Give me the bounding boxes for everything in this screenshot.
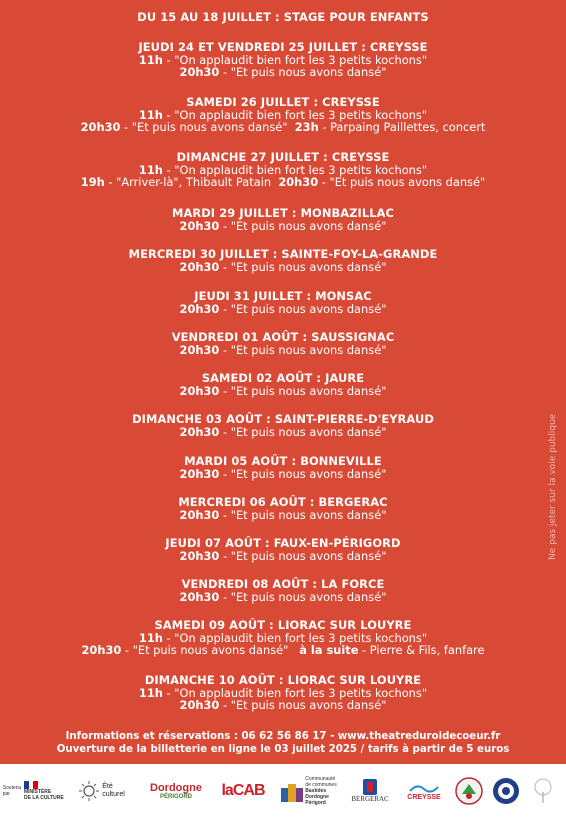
event-text: - "Et puis nous avons dansé" — [219, 590, 387, 604]
event-heading: VENDREDI 08 AOÛT : LA FORCE — [181, 577, 385, 591]
communaute-l4: Dordogne — [305, 794, 329, 800]
event-text: - "On applaudit bien fort les 3 petits kochons" — [162, 163, 428, 177]
ete-line1: Été — [102, 783, 113, 790]
event-line — [0, 261, 566, 273]
event-time: 11h — [138, 686, 163, 700]
bergerac-logo — [346, 774, 394, 808]
dordogne-word: Dordogne — [150, 782, 202, 794]
event-heading: JEUDI 31 JUILLET : MONSAC — [194, 289, 372, 303]
event-heading: DIMANCHE 27 JUILLET : CREYSSE — [176, 150, 390, 164]
event-time: 23h — [294, 120, 319, 134]
event-text: - "Et puis nous avons dansé" — [120, 120, 295, 134]
event-block — [0, 618, 566, 656]
event-text: - Pierre & Fils, fanfare — [358, 643, 485, 657]
event-line — [0, 220, 566, 232]
event-text: - "Et puis nous avons dansé" — [219, 425, 387, 439]
marianne-icon — [24, 781, 38, 789]
event-block — [0, 206, 566, 232]
event-block — [0, 247, 566, 273]
event-time: à la suite — [299, 643, 359, 657]
event-time: 20h30 — [179, 698, 220, 712]
event-text: - "Et puis nous avons dansé" — [219, 549, 387, 563]
event-text: - "Et puis nous avons dansé" — [219, 698, 387, 712]
event-line — [0, 426, 566, 438]
creysse-wave-icon — [409, 782, 439, 794]
communaute-logo — [276, 774, 342, 808]
event-heading: MARDI 29 JUILLET : MONBAZILLAC — [172, 206, 394, 220]
event-heading: MERCREDI 30 JUILLET : SAINTE-FOY-LA-GRANDE — [128, 247, 438, 261]
communaute-l5: Périgord — [305, 800, 326, 806]
badge-logo — [453, 774, 485, 808]
event-heading: VENDREDI 01 AOÛT : SAUSSIGNAC — [171, 330, 395, 344]
event-time: 20h30 — [179, 343, 220, 357]
event-heading: SAMEDI 02 AOÛT : JAURE — [201, 371, 365, 385]
event-time: 11h — [138, 108, 163, 122]
sun-icon — [79, 781, 99, 801]
communaute-l3: Bastides — [305, 788, 327, 794]
event-block — [0, 40, 566, 78]
ministere-line2: DE LA CULTURE — [24, 795, 64, 801]
info-line: Informations et réservations : 06 62 56 86 17 - www.theatreduroidecoeur.fr — [65, 731, 501, 742]
event-text: - "Et puis nous avons dansé" — [219, 467, 387, 481]
event-time: 20h30 — [179, 549, 220, 563]
theatre-badge-icon — [455, 777, 483, 805]
event-time: 20h30 — [179, 219, 220, 233]
event-time: 11h — [138, 163, 163, 177]
seal-icon — [492, 777, 520, 805]
event-heading: MERCREDI 06 AOÛT : BERGERAC — [178, 495, 388, 509]
event-line — [0, 344, 566, 356]
communaute-l1: Communauté — [305, 776, 336, 782]
ministere-logo — [24, 774, 68, 808]
event-text: - "Et puis nous avons dansé" — [121, 643, 300, 657]
event-block — [0, 673, 566, 711]
event-time: 20h30 — [179, 590, 220, 604]
communaute-l2: de communes — [305, 782, 337, 788]
event-text: - "On applaudit bien fort les 3 petits kochons" — [162, 108, 428, 122]
event-heading: JEUDI 24 ET VENDREDI 25 JUILLET : CREYSSE — [138, 40, 428, 54]
event-text: - "Et puis nous avons dansé" — [219, 302, 387, 316]
perigord-word: PÉRIGORD — [159, 794, 192, 800]
event-text: - "On applaudit bien fort les 3 petits kochons" — [162, 53, 428, 67]
event-block — [0, 95, 566, 133]
event-time: 20h30 — [179, 508, 220, 522]
ticketing-line: Ouverture de la billetterie en ligne le 03 juillet 2025 / tarifs à partir de 5 euros — [56, 744, 510, 755]
creysse-logo — [400, 774, 448, 808]
event-line — [0, 303, 566, 315]
event-time: 20h30 — [179, 302, 220, 316]
event-line — [0, 468, 566, 480]
event-line — [0, 591, 566, 603]
event-line — [0, 509, 566, 521]
event-text: - Parpaing Paillettes, concert — [318, 120, 486, 134]
event-line — [0, 550, 566, 562]
event-text: - "On applaudit bien fort les 3 petits kochons" — [162, 631, 428, 645]
event-line — [0, 385, 566, 397]
ministere-line1: MINISTÈRE — [24, 789, 52, 795]
soutien-label: Soutenu par — [2, 785, 22, 797]
lacab-word: laCAB — [221, 782, 265, 799]
dordogne-logo — [138, 774, 214, 808]
event-time: 19h — [80, 175, 105, 189]
event-line — [0, 644, 566, 656]
event-text: - "Et puis nous avons dansé" — [219, 384, 387, 398]
event-text: - "Et puis nous avons dansé" — [219, 219, 387, 233]
event-text: - "Et puis nous avons dansé" — [219, 508, 387, 522]
event-text: - "Et puis nous avons dansé" — [318, 175, 486, 189]
bergerac-crest-icon — [363, 779, 377, 795]
bergerac-word: BERGERAC — [351, 795, 389, 803]
event-text: - "Et puis nous avons dansé" — [219, 343, 387, 357]
creysse-word: CREYSSE — [407, 793, 441, 801]
event-text: - "Et puis nous avons dansé" — [219, 260, 387, 274]
event-line — [0, 121, 566, 133]
tree-logo — [528, 774, 558, 808]
event-text: - "Et puis nous avons dansé" — [219, 65, 387, 79]
vertical-note: Ne pas jeter sur la voie publique — [548, 413, 558, 560]
round-seal-logo — [490, 774, 522, 808]
event-time: 20h30 — [278, 175, 319, 189]
event-block — [0, 289, 566, 315]
event-block — [0, 412, 566, 438]
event-text: - "Arriver-là", Thibault Patain — [104, 175, 279, 189]
event-block — [0, 150, 566, 188]
event-time: 20h30 — [179, 260, 220, 274]
partner-logos — [0, 764, 566, 817]
event-block — [0, 371, 566, 397]
event-block — [0, 536, 566, 562]
lacab-logo — [220, 774, 266, 808]
houses-icon — [281, 780, 303, 802]
event-time: 11h — [138, 631, 163, 645]
event-time: 20h30 — [81, 643, 122, 657]
event-time: 20h30 — [80, 120, 121, 134]
event-heading: SAMEDI 26 JUILLET : CREYSSE — [186, 95, 380, 109]
event-line — [0, 66, 566, 78]
event-heading: SAMEDI 09 AOÛT : LIORAC SUR LOUYRE — [154, 618, 412, 632]
event-block — [0, 330, 566, 356]
event-heading: DIMANCHE 10 AOÛT : LIORAC SUR LOUYRE — [144, 673, 422, 687]
event-heading: MARDI 05 AOÛT : BONNEVILLE — [184, 454, 382, 468]
event-line — [0, 699, 566, 711]
event-time: 20h30 — [179, 425, 220, 439]
tree-icon — [531, 778, 555, 804]
event-time: 20h30 — [179, 65, 220, 79]
event-time: 20h30 — [179, 384, 220, 398]
event-heading: JEUDI 07 AOÛT : FAUX-EN-PÉRIGORD — [165, 536, 401, 550]
event-time: 20h30 — [179, 467, 220, 481]
event-heading: DIMANCHE 03 AOÛT : SAINT-PIERRE-D'EYRAUD — [132, 412, 434, 426]
event-time: 11h — [138, 53, 163, 67]
event-text: - "On applaudit bien fort les 3 petits kochons" — [162, 686, 428, 700]
event-line — [0, 176, 566, 188]
ete-culturel-logo — [74, 774, 130, 808]
ete-line2: culturel — [102, 791, 125, 798]
event-block — [0, 495, 566, 521]
event-block — [0, 577, 566, 603]
event-block — [0, 454, 566, 480]
stage-heading: DU 15 AU 18 JUILLET : STAGE POUR ENFANTS — [137, 10, 429, 24]
